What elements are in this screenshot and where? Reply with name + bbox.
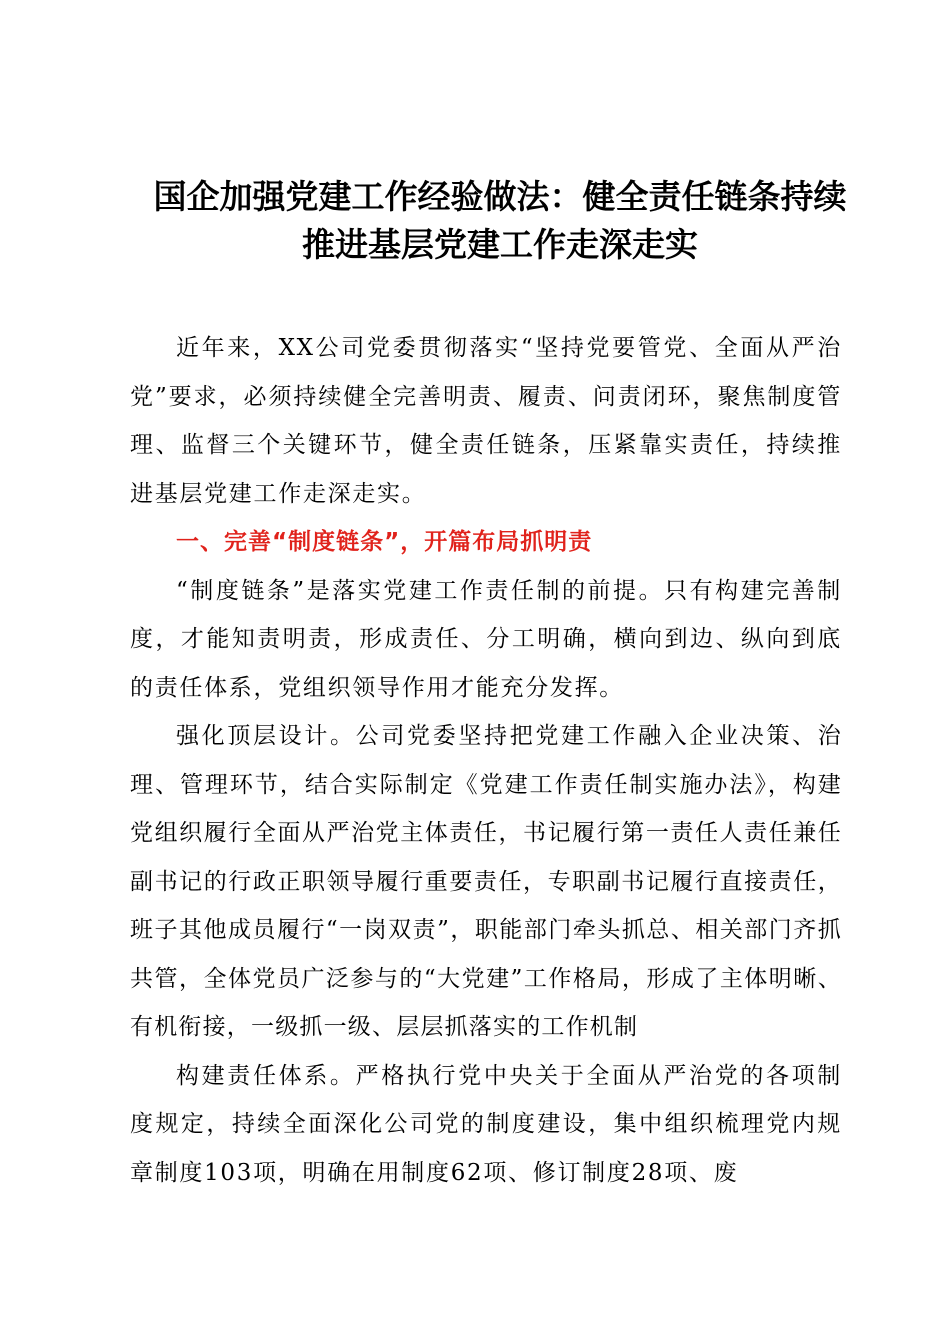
body-paragraph: 强化顶层设计。公司党委坚持把党建工作融入企业决策、治理、管理环节，结合实际制定《党建工作责任制实施办法》，构建党组织履行全面从严治党主体责任，书记履行第一责任人责任兼任副书记的行政正职领导履行重要责任，专职副书记履行直接责任，班子其他成员履行“一岗双责”，职能部门牵头抓总、相关部门齐抓共管，全体党员广泛参与的“大党建”工作格局，形成了主体明晰、有机衔接，一级抓一级、层层抓落实的工作机制 [130,723,842,1040]
document-title-line-2: 推进基层党建工作走深走实 [302,225,698,264]
intro-paragraph: 近年来，XX公司党委贯彻落实“坚持党要管党、全面从严治党”要求，必须持续健全完善明责、履责、问责闭环，聚焦制度管理、监督三个关键环节，健全责任链条，压紧靠实责任，持续推进基层党建工作走深走实。 [130,335,843,507]
document-title-line-1: 国企加强党建工作经验做法：健全责任链条持续 [153,177,847,216]
body-paragraph: 构建责任体系。严格执行党中央关于全面从严治党的各项制度规定，持续全面深化公司党的制度建设，集中组织梳理党内规章制度103项，明确在用制度62项、修订制度28项、废 [130,1062,842,1186]
body-paragraph: “制度链条”是落实党建工作责任制的前提。只有构建完善制度，才能知责明责，形成责任、分工明确，横向到边、纵向到底的责任体系，党组织领导作用才能充分发挥。 [130,577,842,701]
section-heading: 一、完善“制度链条”，开篇布局抓明责 [176,529,593,555]
document-body [130,324,842,1197]
